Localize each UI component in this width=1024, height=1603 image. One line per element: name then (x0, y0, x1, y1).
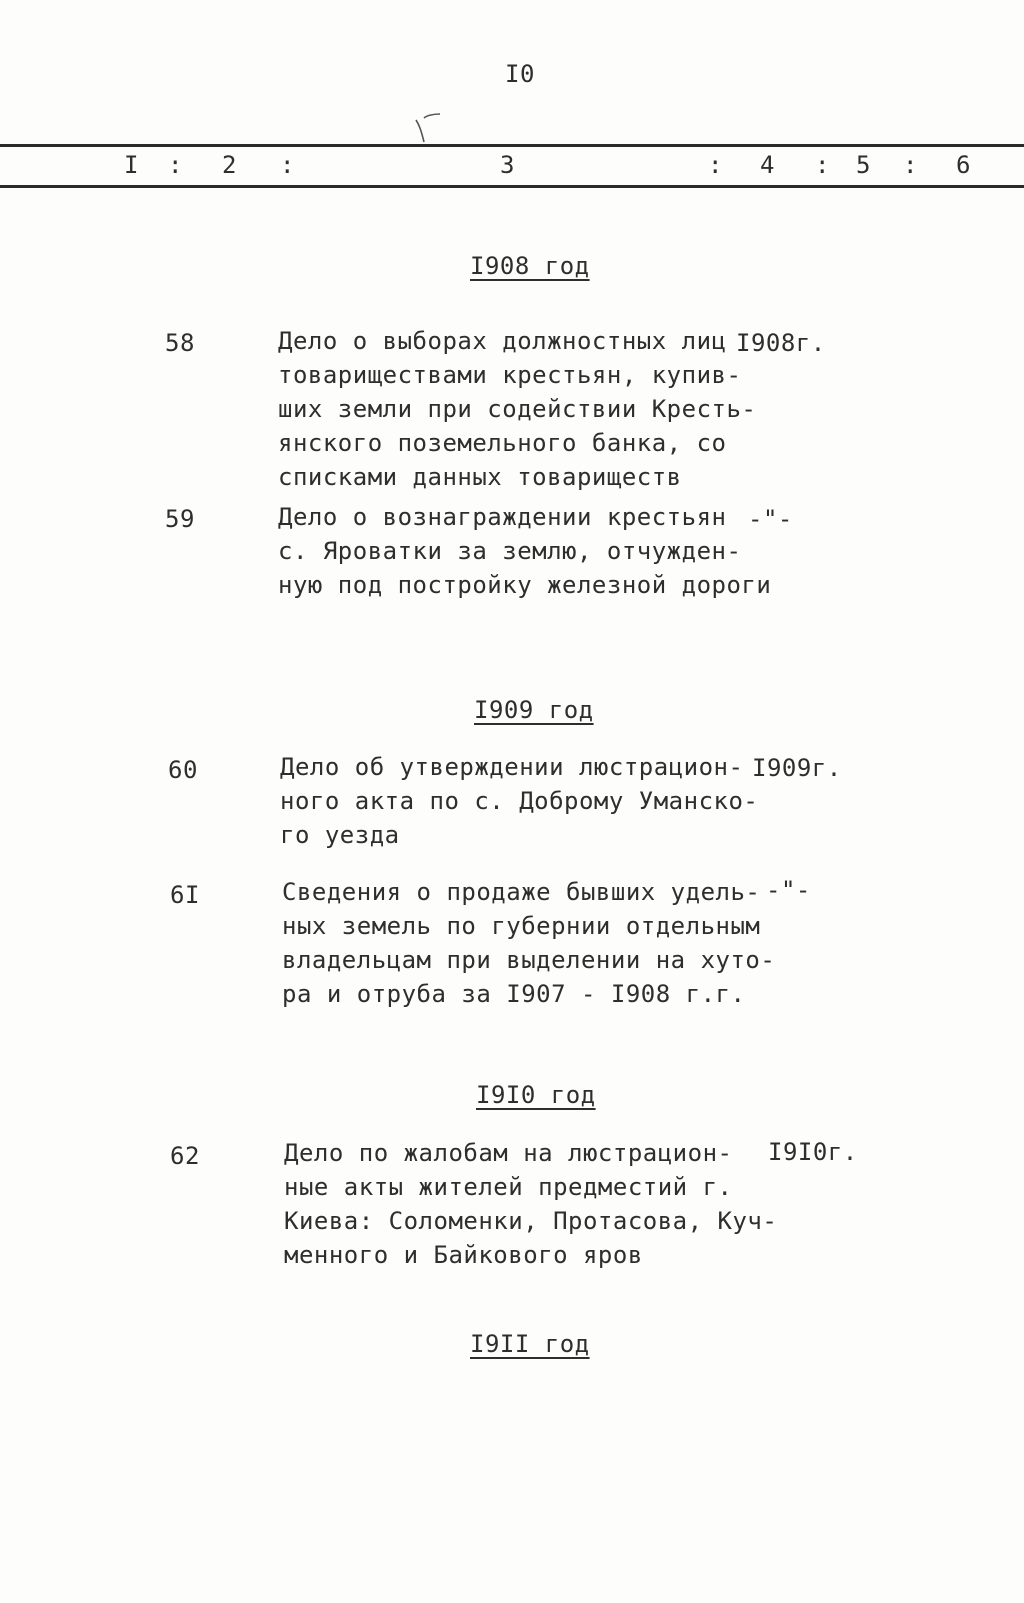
column-separator: : (280, 151, 295, 179)
column-separator: : (903, 151, 918, 179)
header-rule-bottom (0, 185, 1024, 188)
entry-description-line: ную под постройку железной дороги (278, 571, 772, 599)
entry-number: 60 (168, 756, 198, 784)
entry-description-line: ного акта по с. Доброму Уманско- (280, 787, 759, 815)
entry-number: 58 (165, 329, 195, 357)
year-heading-1911: I9II год (470, 1330, 590, 1358)
column-header-5: 5 (856, 151, 871, 179)
entry-date-ditto: -"- (766, 876, 811, 904)
entry-description (278, 324, 756, 494)
entry-date: I909г. (752, 754, 842, 782)
header-rule-top (0, 144, 1024, 147)
column-separator: : (815, 151, 830, 179)
entry-number: 62 (170, 1142, 200, 1170)
entry-description-line: ных земель по губернии отдельным (282, 912, 761, 940)
year-heading-1909: I909 год (474, 696, 594, 724)
entry-description-line: Дело по жалобам на люстрацион- (284, 1139, 733, 1167)
entry-description (278, 500, 771, 602)
entry-description-line: владельцам при выделении на хуто- (282, 946, 776, 974)
entry-description-line: ра и отруба за I907 - I908 г.г. (282, 980, 746, 1008)
year-heading-1910: I9I0 год (476, 1081, 596, 1109)
column-separator: : (168, 151, 183, 179)
entry-description-line: янского поземельного банка, со (278, 429, 727, 457)
entry-date: I9I0г. (768, 1138, 858, 1166)
column-header-4: 4 (760, 151, 775, 179)
page-number: I0 (505, 60, 535, 88)
entry-description-line: товариществами крестьян, купив- (278, 361, 742, 389)
entry-description (284, 1136, 777, 1272)
entry-date: I908г. (736, 329, 826, 357)
column-header-6: 6 (956, 151, 971, 179)
column-header-2: 2 (222, 151, 237, 179)
year-heading-1908: I908 год (470, 252, 590, 280)
column-separator: : (708, 151, 723, 179)
entry-description-line: ные акты жителей предместий г. (284, 1173, 733, 1201)
entry-date-ditto: -"- (748, 505, 793, 533)
entry-description (282, 875, 775, 1011)
entry-description-line: Киева: Соломенки, Протасова, Куч- (284, 1207, 778, 1235)
column-header-1: I (124, 151, 139, 179)
entry-description-line: менного и Байкового яров (284, 1241, 643, 1269)
column-header-3: 3 (500, 151, 515, 179)
entry-description-line: Дело о выборах должностных лиц (278, 327, 727, 355)
entry-description-line: го уезда (280, 821, 400, 849)
entry-description-line: Дело о вознаграждении крестьян (278, 503, 727, 531)
entry-description-line: Дело об утверждении люстрацион- (280, 753, 744, 781)
entry-number: 6I (170, 881, 200, 909)
entry-description-line: списками данных товариществ (278, 463, 682, 491)
entry-number: 59 (165, 505, 195, 533)
handwritten-mark-icon (412, 112, 442, 144)
entry-description (280, 750, 758, 852)
entry-description-line: с. Яроватки за землю, отчужден- (278, 537, 742, 565)
entry-description-line: ших земли при содействии Кресть- (278, 395, 757, 423)
entry-description-line: Сведения о продаже бывших удель- (282, 878, 761, 906)
